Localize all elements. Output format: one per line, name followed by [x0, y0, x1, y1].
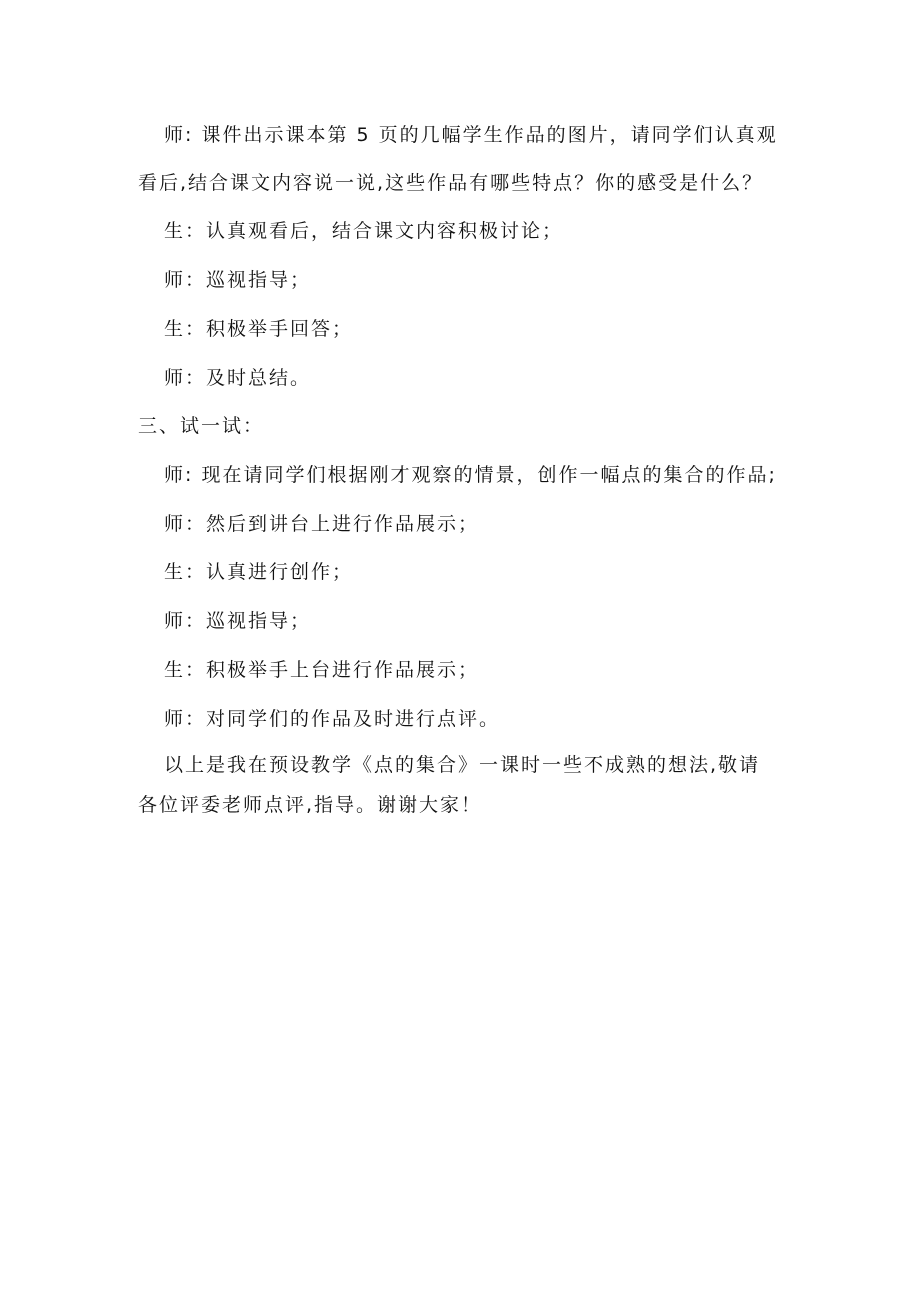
teacher-line-review: 师：对同学们的作品及时进行点评。: [164, 708, 501, 730]
teacher-line-summary: 师：及时总结。: [164, 367, 312, 389]
student-line-answer: 生：积极举手回答；: [164, 318, 354, 340]
teacher-line-patrol-2: 师：巡视指导；: [164, 610, 312, 632]
teacher-line-show-works: 师: 课件出示课本第 5 页的几幅学生作品的图片，请同学们认真观: [164, 124, 778, 146]
student-line-present: 生：积极举手上台进行作品展示；: [164, 659, 480, 681]
closing-line: 以上是我在预设教学《点的集合》一课时一些不成熟的想法,敬请: [164, 754, 761, 776]
closing-line-cont: 各位评委老师点评,指导。谢谢大家！: [138, 794, 483, 816]
teacher-line-create: 师: 现在请同学们根据刚才观察的情景，创作一幅点的集合的作品;: [164, 464, 777, 486]
teacher-line-present: 师：然后到讲台上进行作品展示；: [164, 513, 480, 535]
student-line-create: 生：认真进行创作；: [164, 561, 354, 583]
teacher-line-patrol: 师：巡视指导；: [164, 269, 312, 291]
teacher-line-show-works-cont: 看后,结合课文内容说一说,这些作品有哪些特点？你的感受是什么？: [138, 172, 764, 194]
section-heading-try: 三、试一试：: [138, 415, 265, 437]
student-line-discuss: 生：认真观看后，结合课文内容积极讨论；: [164, 220, 564, 242]
